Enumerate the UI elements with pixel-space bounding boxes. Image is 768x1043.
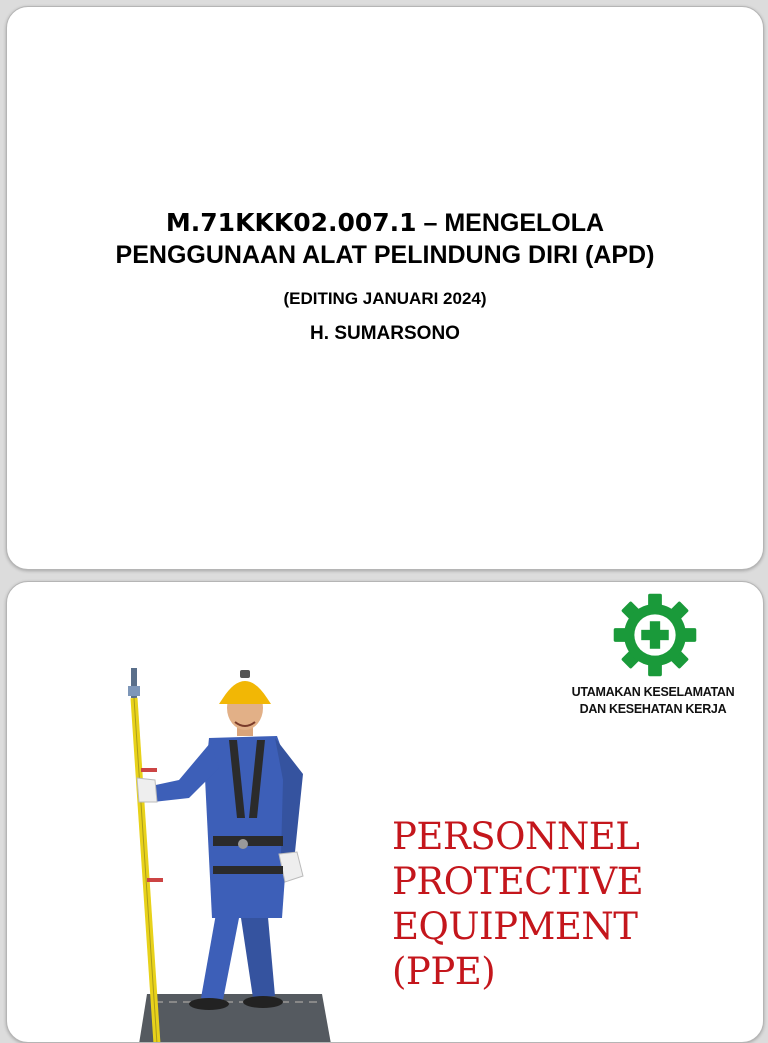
title-text-start: – MENGELOLA <box>416 209 605 237</box>
module-code: M.71KKK02.007.1 <box>165 208 417 237</box>
k3-gear-cross-icon <box>612 592 698 678</box>
edition-subtitle: (EDITING JANUARI 2024) <box>283 289 487 308</box>
ppe-slide <box>6 581 764 1043</box>
ppe-title-line-2: PROTECTIVE <box>392 860 644 903</box>
title-block <box>7 207 763 345</box>
title-line-1 <box>7 207 763 239</box>
ppe-title <box>392 814 643 994</box>
k3-slogan-line-2: DAN KESEHATAN KERJA <box>579 702 727 716</box>
ppe-title-line-3: EQUIPMENT <box>392 905 638 948</box>
author-name: H. SUMARSONO <box>310 323 460 344</box>
ppe-title-line-4: (PPE) <box>392 950 496 993</box>
worker-illustration <box>117 668 377 1043</box>
title-slide <box>6 6 764 570</box>
title-line-2: PENGGUNAAN ALAT PELINDUNG DIRI (APD) <box>115 241 655 269</box>
ppe-title-line-1: PERSONNEL <box>392 815 640 858</box>
k3-slogan <box>563 684 743 718</box>
k3-slogan-line-1: UTAMAKAN KESELAMATAN <box>571 685 735 699</box>
